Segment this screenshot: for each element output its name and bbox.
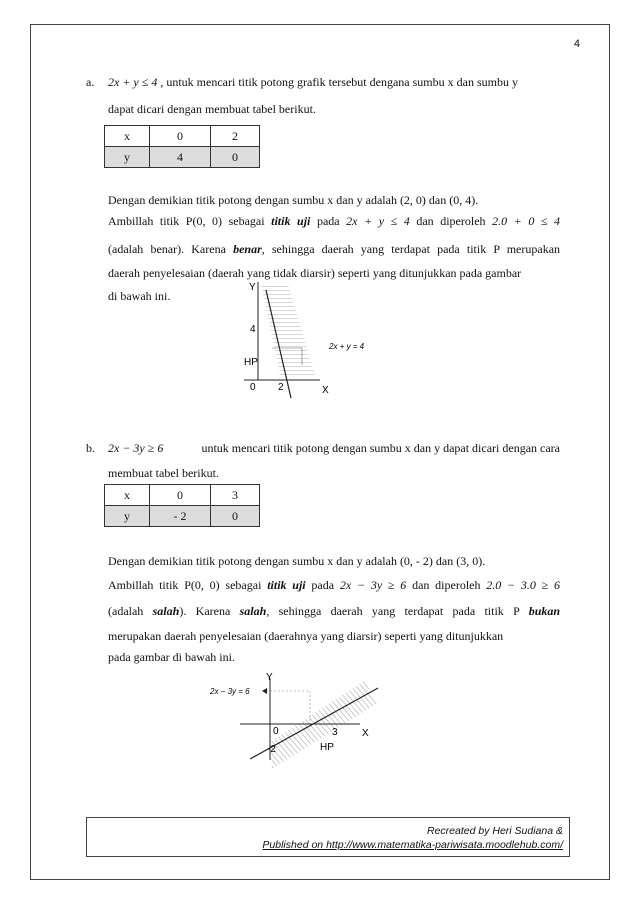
result-word: salah [152,604,180,618]
line-equation-label: 2x − 3y = 6 [210,687,250,696]
table-cell: 3 [211,485,260,506]
section-a-daerah-line: daerah penyelesaian (daerah yang tidak diarsir) seperti yang ditunjukkan pada gambar [108,266,522,280]
result-karena: Karena [195,604,231,618]
section-b-intro [108,441,560,455]
table-row [105,506,260,527]
test-diperoleh: dan diperoleh [416,214,486,228]
footer-box [86,817,570,857]
test-text: Ambillah titik P(0, 0) sebagai [108,214,265,228]
section-a-inequality: 2x + y ≤ 4 [108,75,158,89]
x-tick-label: 3 [332,727,338,738]
footer-published [262,839,563,851]
test-calculation: 2.0 + 0 ≤ 4 [492,214,561,228]
section-b-table [104,484,260,527]
table-cell: - 2 [150,506,211,527]
footer-credit: Recreated by Heri Sudiana & [427,825,563,837]
region-label: HP [244,357,258,368]
origin-label: 0 [250,382,256,393]
section-a-bawah-line: di bawah ini. [108,289,171,303]
table-cell: 0 [150,126,211,147]
graph-a [228,278,378,408]
test-text: Ambillah titik P(0, 0) sebagai [108,578,262,592]
test-inequality: 2x + y ≤ 4 [346,214,410,228]
table-cell: x [105,485,150,506]
x-axis-label: X [322,385,329,396]
region-label: HP [320,742,334,753]
y-tick-label: 4 [250,324,256,335]
x-axis-label: X [362,728,369,739]
result-bukan: bukan [528,604,561,618]
section-a-intro-line2: dapat dicari dengan membuat tabel berikut. [108,102,316,116]
table-row [105,147,260,168]
section-b-bawah-line: pada gambar di bawah ini. [108,650,235,664]
origin-label: 0 [273,726,279,737]
section-a-intro-rest: , untuk mencari titik potong grafik tersebut dengana sumbu x dan sumbu y [160,75,518,89]
section-a-test-line [108,214,560,228]
test-pada: pada [311,578,335,592]
result-word: benar [233,242,262,256]
result-open: (adalah [108,604,144,618]
section-b-result-line [108,604,560,618]
section-a-conclusion: Dengan demikian titik potong dengan sumbu x dan y adalah (2, 0) dan (0, 4). [108,193,479,207]
hatched-region [261,284,316,378]
table-row [105,485,260,506]
result-rest: , sehingga daerah yang terdapat pada titik P merupakan [261,242,561,256]
table-cell: x [105,126,150,147]
table-cell: y [105,506,150,527]
section-b-inequality: 2x − 3y ≥ 6 [108,441,164,455]
graph-b [210,668,390,776]
table-cell: 0 [150,485,211,506]
test-keyword: titik uji [267,578,306,592]
section-a-result-line [108,242,560,256]
result-mid: , sehingga daerah yang terdapat pada titik P [266,604,520,618]
test-diperoleh: dan diperoleh [412,578,481,592]
footer-url-link[interactable]: http://www.matematika-pariwisata.moodlehub.com/ [326,839,563,851]
section-a-label: a. [86,75,95,89]
test-pada: pada [316,214,340,228]
section-b-intro-line2: membuat tabel berikut. [108,466,219,480]
section-b-intro-rest: untuk mencari titik potong dengan sumbu x dan y dapat dicari dengan cara [201,441,560,455]
result-close: ). [179,604,187,618]
footer-published-prefix: Published on [262,839,324,851]
result-karena: Karena [191,242,226,256]
table-cell: 4 [150,147,211,168]
result-word: salah [239,604,267,618]
y-axis-label: Y [266,672,273,683]
y-axis-label: Y [249,282,256,293]
section-b-conclusion: Dengan demikian titik potong dengan sumbu x dan y adalah (0, - 2) dan (3, 0). [108,554,486,568]
section-a-intro [108,75,518,89]
table-cell: 0 [211,506,260,527]
x-tick-label: 2 [278,382,284,393]
table-cell: y [105,147,150,168]
arrow-icon [262,688,267,694]
table-cell: 2 [211,126,260,147]
test-keyword: titik uji [271,214,311,228]
test-calculation: 2.0 − 3.0 ≥ 6 [486,578,561,592]
section-b-merupakan-line: merupakan daerah penyelesaian (daerahnya yang diarsir) seperti yang ditunjukkan [108,629,504,643]
section-b-test-line [108,578,560,592]
table-row [105,126,260,147]
hatched-region [270,681,378,769]
section-a-table [104,125,260,168]
table-cell: 0 [211,147,260,168]
result-open: (adalah benar). [108,242,185,256]
page-number: 4 [573,38,580,50]
section-b-label: b. [86,441,95,455]
test-inequality: 2x − 3y ≥ 6 [339,578,407,592]
y-tick-label: -2 [267,744,276,755]
line-equation-label: 2x + y = 4 [329,342,365,351]
